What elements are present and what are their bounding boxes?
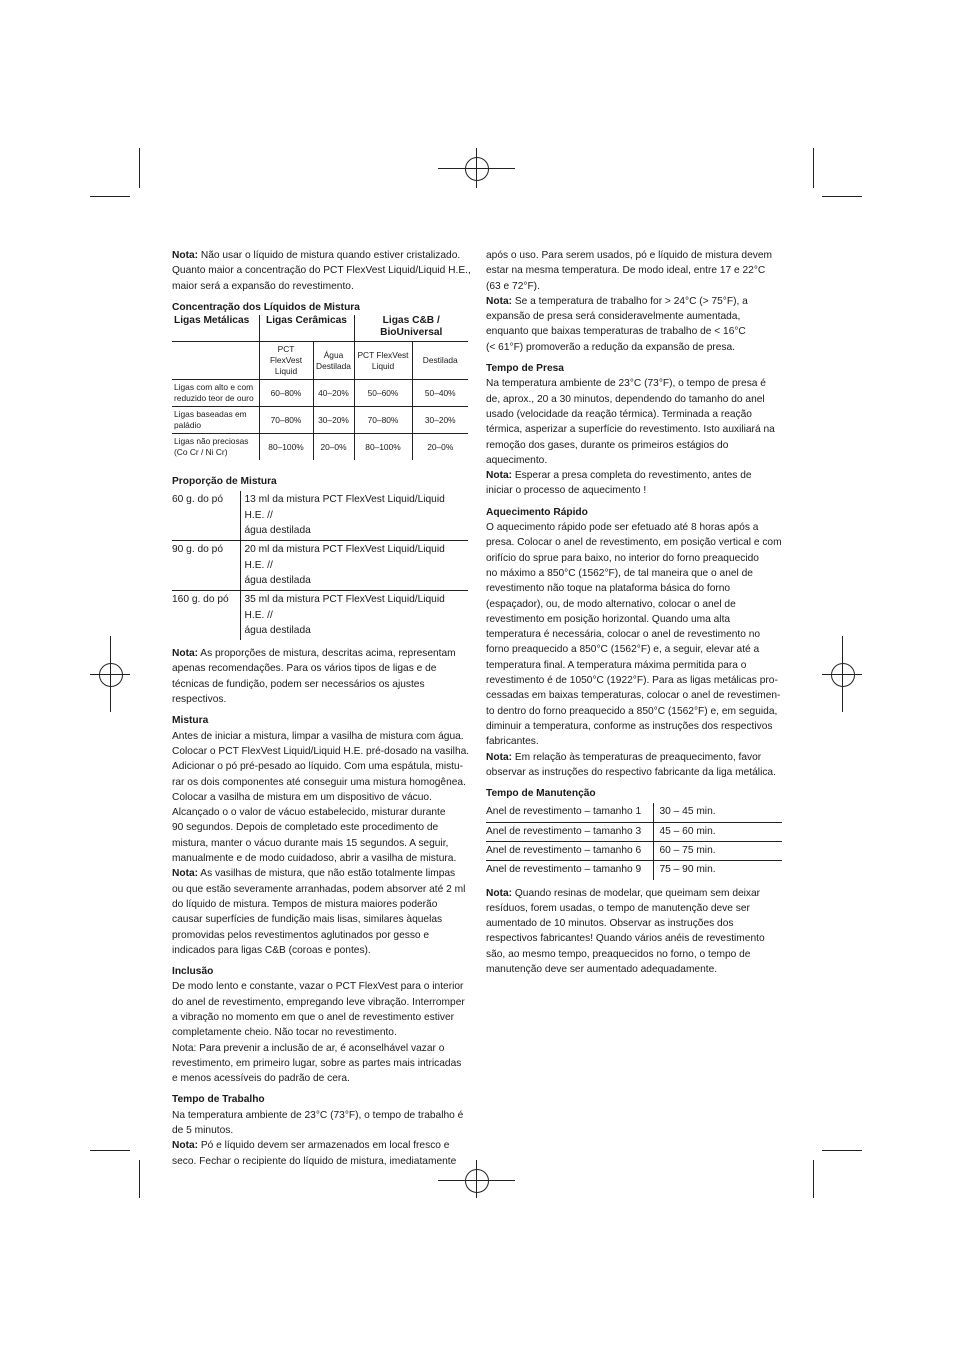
text-line: revestimento em posição horizontal. Quando uma alta [486,613,731,625]
crop-mark [139,148,140,188]
text-line: 90 segundos. Depois de completado este procedimento de [172,822,439,834]
proportion-table [172,491,468,640]
table-row: Anel de revestimento – tamanho 6 60 – 75 min. [486,841,782,860]
text-line: no máximo a 850°C (1562°F), de tal maneira que o anel de [486,567,753,579]
text-line: enquanto que baixas temperaturas de trabalho de < 16°C [486,326,746,338]
text-line: forno preaquecido a 850°C (1562°F) e, a seguir, elevar até a [486,644,760,656]
text-line: seco. Fechar o recipiente do líquido de mistura, imediatamente [172,1155,457,1167]
crop-mark [90,196,130,197]
subhead: Água Destilada [313,342,354,380]
table-row: Ligas baseadas em paládio 70–80% 30–20% 70–80% 30–20% [172,407,468,434]
table-row: Anel de revestimento – tamanho 3 45 – 60 min. [486,822,782,841]
text-line: são, ao mesmo tempo, preaquecidos no forno, o tempo de [486,948,751,960]
text-line: to dentro do forno preaquecido a 850°C (1562°F) e, em seguida, [486,705,778,717]
text-line: aquecimento. [486,454,548,466]
text-line: temperatura final. A temperatura máxima permitida para o [486,659,747,671]
text-line: Na temperatura ambiente de 23°C (73°F), o tempo de trabalho é [172,1109,464,1121]
text-line: causar superfícies de fundição mais lisas, similares àquelas [172,914,443,926]
text-line: Quanto maior a concentração do PCT FlexVest Liquid/Liquid H.E., [172,265,471,277]
table-row: 60 g. do pó 13 ml da mistura PCT FlexVest Liquid/Liquid H.E. // água destilada [172,491,468,540]
text-line: de, aprox., 20 a 30 minutos, dependendo do tamanho do anel [486,393,765,405]
text-line: (< 61°F) promoverão a redução da expansão de presa. [486,341,736,353]
text-line: presa. Colocar o anel de revestimento, em posição vertical e com [486,537,782,549]
text-line: estar na mesma temperatura. De modo ideal, entre 17 e 22°C [486,265,766,277]
text-line: Alcançado o o valor de vácuo estabelecido, misturar durante [172,807,446,819]
text-line: observar as instruções do respectivo fabricante da liga metálica. [486,766,776,778]
nota-proporcoes: Nota: As proporções de mistura, descritas acima, representam [172,648,456,660]
text-line: ou que estão severamente arranhadas, podem absorver até 2 ml [172,883,466,895]
text-line: resíduos, forem usadas, o tempo de manutenção deve ser [486,902,750,914]
text-line: usado (velocidade da reação térmica). Terminada a reação [486,408,752,420]
table-row: 160 g. do pó 35 ml da mistura PCT FlexVest Liquid/Liquid H.E. // água destilada [172,591,468,640]
tempo-manutencao-title: Tempo de Manutenção [486,788,596,800]
header-ligas-ceramicas: Ligas Cerâmicas [259,315,354,342]
text-line: diminuir a temperatura, conforme as instruções dos respectivos [486,720,773,732]
text-line: O aquecimento rápido pode ser efetuado até 8 horas após a [486,522,759,534]
text-line: Antes de iniciar a mistura, limpar a vasilha de mistura com água. [172,730,464,742]
text-line: revestimento não toque na plataforma básica do forno [486,583,731,595]
registration-circle [99,663,123,687]
crop-mark [139,1160,140,1198]
table-row: Ligas não preciosas (Co Cr / Ni Cr) 80–100% 20–0% 80–100% 20–0% [172,434,468,461]
subhead: PCT FlexVest Liquid [354,342,412,380]
text-line: temperatura é necessária, colocar o anel de revestimento no [486,629,761,641]
text-line: manutenção deve ser aumentado adequadamente. [486,964,718,976]
tempo-trabalho-title: Tempo de Trabalho [172,1094,265,1106]
text-line: (espaçador), ou, de modo alternativo, colocar o anel de [486,598,736,610]
subhead: Destilada [412,342,468,380]
text-line: respectivos. [172,694,227,706]
concentration-table [172,315,468,460]
nota-armazenamento: Nota: Pó e líquido devem ser armazenados em local fresco e [172,1140,450,1152]
text-line: respectivos fabricantes! Quando vários anéis de revestimento [486,933,765,945]
text-line: do anel de revestimento, empregando leve vibração. Interromper [172,996,465,1008]
text-line: Na temperatura ambiente de 23°C (73°F), o tempo de presa é [486,378,766,390]
left-column [172,248,472,1169]
text-line: iniciar o processo de aquecimento ! [486,485,647,497]
text-line: remoção dos gases, durante os primeiros estágios do [486,439,729,451]
nota-temperatura: Nota: Se a temperatura de trabalho for > 24°C (> 75°F), a [486,295,748,307]
text-line: (63 e 72°F). [486,280,540,292]
text-line: fabricantes. [486,736,539,748]
mistura-title: Mistura [172,715,209,727]
nota-cristalizado: Nota: Não usar o líquido de mistura quando estiver cristalizado. [172,250,461,261]
text-line: manualmente e de modo cuidadoso, abrir a vasilha de mistura. [172,853,457,865]
text-line: Colocar o PCT FlexVest Liquid/Liquid H.E. pré-dosado na vasilha. [172,745,470,757]
proportion-title: Proporção de Mistura [172,476,277,488]
registration-circle [465,157,489,181]
text-line: rar os dois componentes até conseguir uma mistura homogênea. [172,776,466,788]
inclusao-title: Inclusão [172,966,214,978]
text-line: a vibração no momento em que o anel de revestimento estiver [172,1011,455,1023]
concentration-title: Concentração dos Líquidos de Mistura [172,301,360,313]
table-row: Ligas com alto e com reduzido teor de ouro 60–80% 40–20% 50–60% 50–40% [172,380,468,407]
nota-preaquecimento: Nota: Em relação às temperaturas de preaquecimento, favor [486,751,762,763]
registration-circle [831,663,855,687]
crop-mark [813,148,814,188]
text-line: completamente cheio. Não tocar no revestimento. [172,1027,397,1039]
text-line: Colocar a vasilha de mistura em um dispositivo de vácuo. [172,791,432,803]
text-line: mistura, manter o vácuo durante mais 15 segundos. A seguir, [172,837,449,849]
crop-mark [90,1150,130,1151]
text-line: promovidas pelos revestimentos aglutinados por gesso e [172,929,430,941]
header-ligas-metalicas: Ligas Metálicas [172,315,259,342]
table-row: 90 g. do pó 20 ml da mistura PCT FlexVest Liquid/Liquid H.E. // água destilada [172,541,468,591]
subhead: PCT FlexVest Liquid [259,342,313,380]
text-line: do líquido de mistura. Tempos de mistura maiores poderão [172,898,438,910]
text-line: Adicionar o pó pré-pesado ao líquido. Com uma espátula, mistu- [172,761,464,773]
crop-mark [822,196,862,197]
text-line: maior será a expansão do revestimento. [172,280,354,292]
aquecimento-title: Aquecimento Rápido [486,506,588,518]
text-line: revestimento é de 1050°C (1922°F). Para as ligas metálicas pro- [486,675,778,687]
nota-resinas: Nota: Quando resinas de modelar, que queimam sem deixar [486,887,761,899]
text-line: Nota: Para prevenir a inclusão de ar, é aconselhável vazar o [172,1042,445,1054]
registration-circle [465,1169,489,1193]
text-line: De modo lento e constante, vazar o PCT FlexVest para o interior [172,981,464,993]
text-line: revestimento, em primeiro lugar, sobre as partes mais intricadas [172,1057,462,1069]
text-line: térmica, asperizar a superfície do revestimento. Isto auxiliará na [486,424,775,436]
text-line: após o uso. Para serem usados, pó e líquido de mistura devem [486,250,772,261]
text-line: apenas recomendações. Para os vários tipos de ligas e de [172,663,437,675]
manutencao-table [486,803,782,879]
tempo-presa-title: Tempo de Presa [486,363,564,375]
text-line: aumentado de 10 minutos. Observar as instruções dos [486,918,734,930]
text-line: expansão de presa será consideravelmente aumentada, [486,311,741,323]
text-line: cessadas em baixas temperaturas, colocar o anel de revestimen- [486,690,781,702]
crop-mark [813,1160,814,1198]
crop-mark [822,1150,862,1151]
nota-presa: Nota: Esperar a presa completa do revestimento, antes de [486,470,752,482]
text-line: orifício do sprue para baixo, no interior do forno preaquecido [486,552,759,564]
nota-vasilhas: Nota: As vasilhas de mistura, que não estão totalmente limpas [172,868,456,880]
header-ligas-cb: Ligas C&B / BioUniversal [354,315,468,342]
right-column [486,248,786,977]
text-line: indicados para ligas C&B (coroas e pontes). [172,944,371,956]
table-row: Anel de revestimento – tamanho 1 30 – 45 min. [486,803,782,822]
text-line: de 5 minutos. [172,1125,234,1137]
text-line: técnicas de fundição, podem ser necessários os ajustes [172,678,425,690]
text-line: e menos acessíveis do padrão de cera. [172,1073,350,1085]
table-row: Anel de revestimento – tamanho 9 75 – 90 min. [486,861,782,880]
